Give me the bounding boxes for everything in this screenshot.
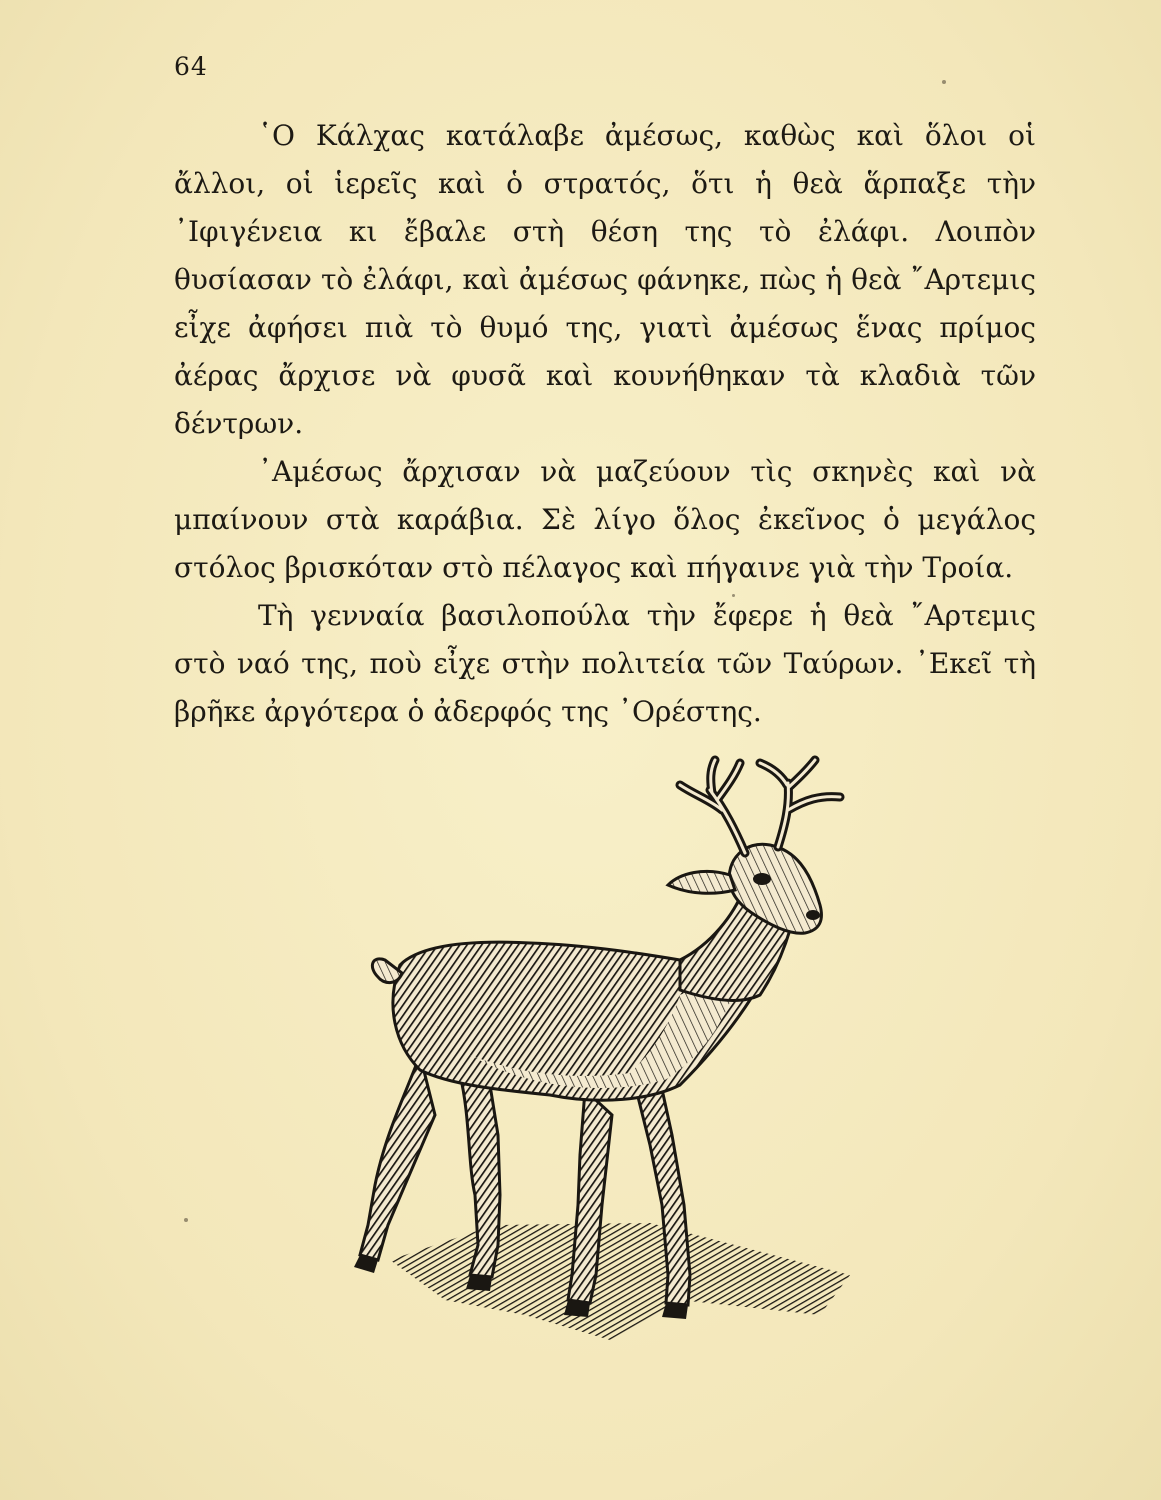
deer-engraving-icon [350,755,870,1355]
paper-speck [184,1218,188,1222]
page-number: 64 [174,52,208,81]
paper-speck [942,80,946,84]
paper-speck [732,594,735,597]
paragraph-3: Τὴ γενναία βασιλοπούλα τὴν ἔφερε ἡ θεὰ ῎Αρτεμις στὸ ναό της, ποὺ εἶχε στὴν πολιτεία τῶν Ταύρων. ᾿Εκεῖ τὴ βρῆκε ἀργότερα ὁ ἀδερφός της ᾿Ορέστης. [174,599,1036,728]
paragraph-2: ᾿Αμέσως ἄρχισαν νὰ μαζεύουν τὶς σκηνὲς καὶ νὰ μπαίνουν στὰ καράβια. Σὲ λίγο ὅλος ἐκεῖνος ὁ μεγάλος στόλος βρισκόταν στὸ πέλαγος καὶ πήγαινε γιὰ τὴν Τροία. [174,455,1036,584]
deer-illustration-svg [350,755,870,1355]
paragraph-1: ῾Ο Κάλχας κατάλαβε ἀμέσως, καθὼς καὶ ὅλοι οἱ ἄλλοι, οἱ ἱερεῖς καὶ ὁ στρατός, ὅτι ἡ θεὰ ἅρπαξε τὴν ᾿Ιφιγένεια κι ἔβαλε στὴ θέση της τὸ ἐλάφι. Λοιπὸν θυσίασαν τὸ ἐλάφι, καὶ ἀμέσως φάνηκε, πὼς ἡ θεὰ ῎Αρτεμις εἶχε ἀφήσει πιὰ τὸ θυμό της, γιατὶ ἀμέσως ἕνας πρίμος ἀέρας ἄρχισε νὰ φυσᾶ καὶ κουνήθηκαν τὰ κλαδιὰ τῶν δέντρων. [174,119,1036,440]
text-block [174,112,1036,736]
